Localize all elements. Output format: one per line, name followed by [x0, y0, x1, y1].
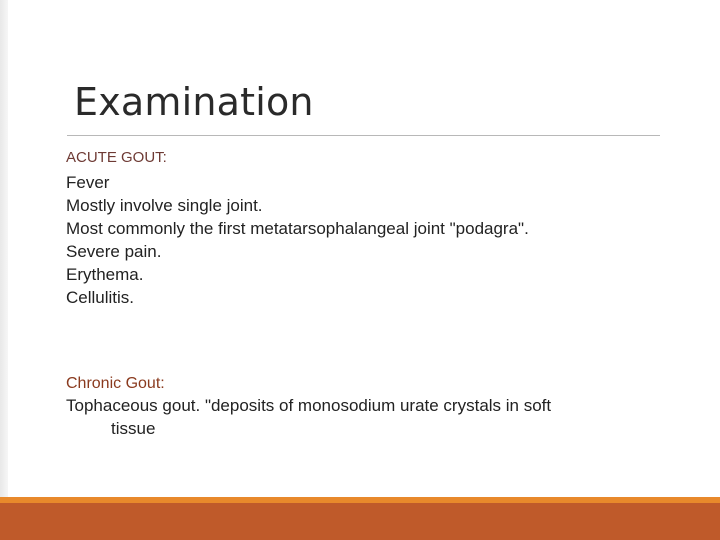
acute-item-single-joint: Mostly involve single joint. [66, 196, 263, 215]
footer-rust-bar [0, 503, 720, 540]
chronic-gout-description [66, 394, 686, 440]
acute-item-cellulitis: Cellulitis. [66, 288, 135, 307]
left-edge-accent [0, 0, 8, 540]
acute-item-podagra: Most commonly the first metatarsophalangeal joint "podagra". [66, 219, 529, 238]
title-divider [67, 135, 660, 136]
slide-title: Examination [74, 80, 314, 124]
chronic-text-line-2: tissue [111, 419, 156, 438]
acute-item-fever: Fever [66, 173, 110, 192]
acute-item-severe-pain: Severe pain. [66, 242, 162, 261]
chronic-gout-heading: Chronic Gout: [66, 375, 165, 392]
slide-body [66, 148, 686, 440]
acute-item-erythema: Erythema. [66, 265, 144, 284]
chronic-text-line-1: Tophaceous gout. "deposits of monosodium urate crystals in soft [66, 396, 552, 415]
acute-gout-heading: ACUTE GOUT: [66, 149, 167, 166]
section-spacer [66, 309, 686, 374]
